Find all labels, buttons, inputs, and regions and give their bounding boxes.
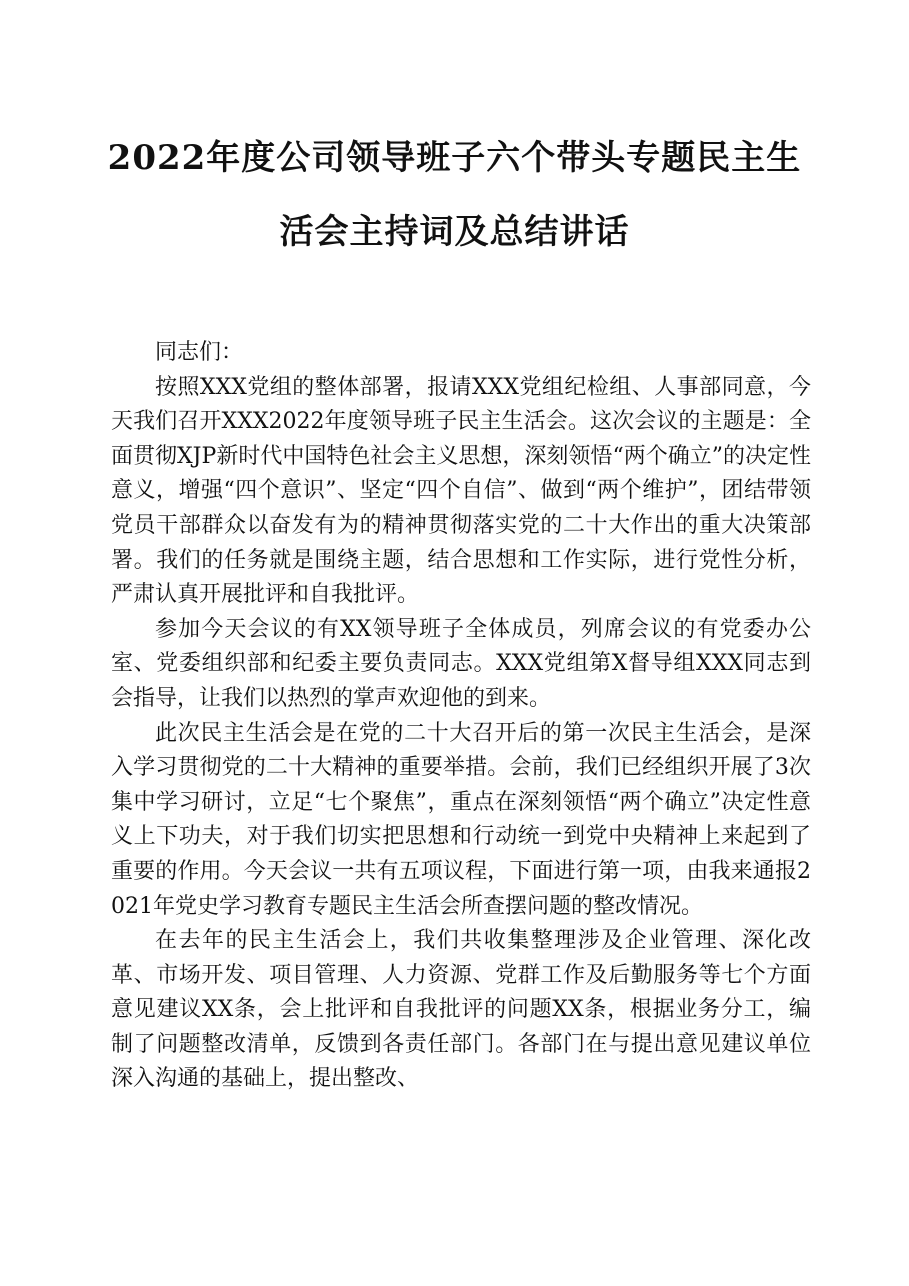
paragraph-attendees: 参加今天会议的有XX领导班子全体成员，列席会议的有党委办公室、党委组织部和纪委主要负责同志。XXX党组第X督导组XXX同志到会指导，让我们以热烈的掌声欢迎他的到来。 — [111, 616, 811, 711]
title-line-2: 活会主持词及总结讲话 — [279, 212, 630, 252]
paragraph-rectification: 在去年的民主生活会上，我们共收集整理涉及企业管理、深化改革、市场开发、项目管理、人力资源、党群工作及后勤服务等七个方面意见建议XX条，会上批评和自我批评的问题XX条，根据业务分工，编制了问题整改清单，反馈到各责任部门。各部门在与提出意见建议单位深入沟通的基础上，提出整改、 — [111, 928, 811, 1092]
salutation: 同志们： — [155, 340, 244, 365]
document-title — [90, 138, 819, 252]
paragraph-meeting-purpose: 按照XXX党组的整体部署，报请XXX党组纪检组、人事部同意，今天我们召开XXX2022年度领导班子民主生活会。这次会议的主题是：全面贯彻XJP新时代中国特色社会主义思想，深刻领悟“两个确立”的决定性意义，增强“四个意识”、坚定“四个自信”、做到“两个维护”，团结带领党员干部群众以奋发有为的精神贯彻落实党的二十大作出的重大决策部署。我们的任务就是围绕主题，结合思想和工作实际，进行党性分析，严肃认真开展批评和自我批评。 — [111, 374, 811, 608]
document-body — [111, 336, 811, 1097]
title-line-1: 2022年度公司领导班子六个带头专题民主生 — [107, 138, 802, 178]
paragraph-meeting-context: 此次民主生活会是在党的二十大召开后的第一次民主生活会，是深入学习贯彻党的二十大精神的重要举措。会前，我们已经组织开展了3次集中学习研讨，立足“七个聚焦”，重点在深刻领悟“两个确立”决定性意义上下功夫，对于我们切实把思想和行动统一到党中央精神上来起到了重要的作用。今天会议一共有五项议程，下面进行第一项，由我来通报2021年党史学习教育专题民主生活会所查摆问题的整改情况。 — [111, 720, 811, 919]
